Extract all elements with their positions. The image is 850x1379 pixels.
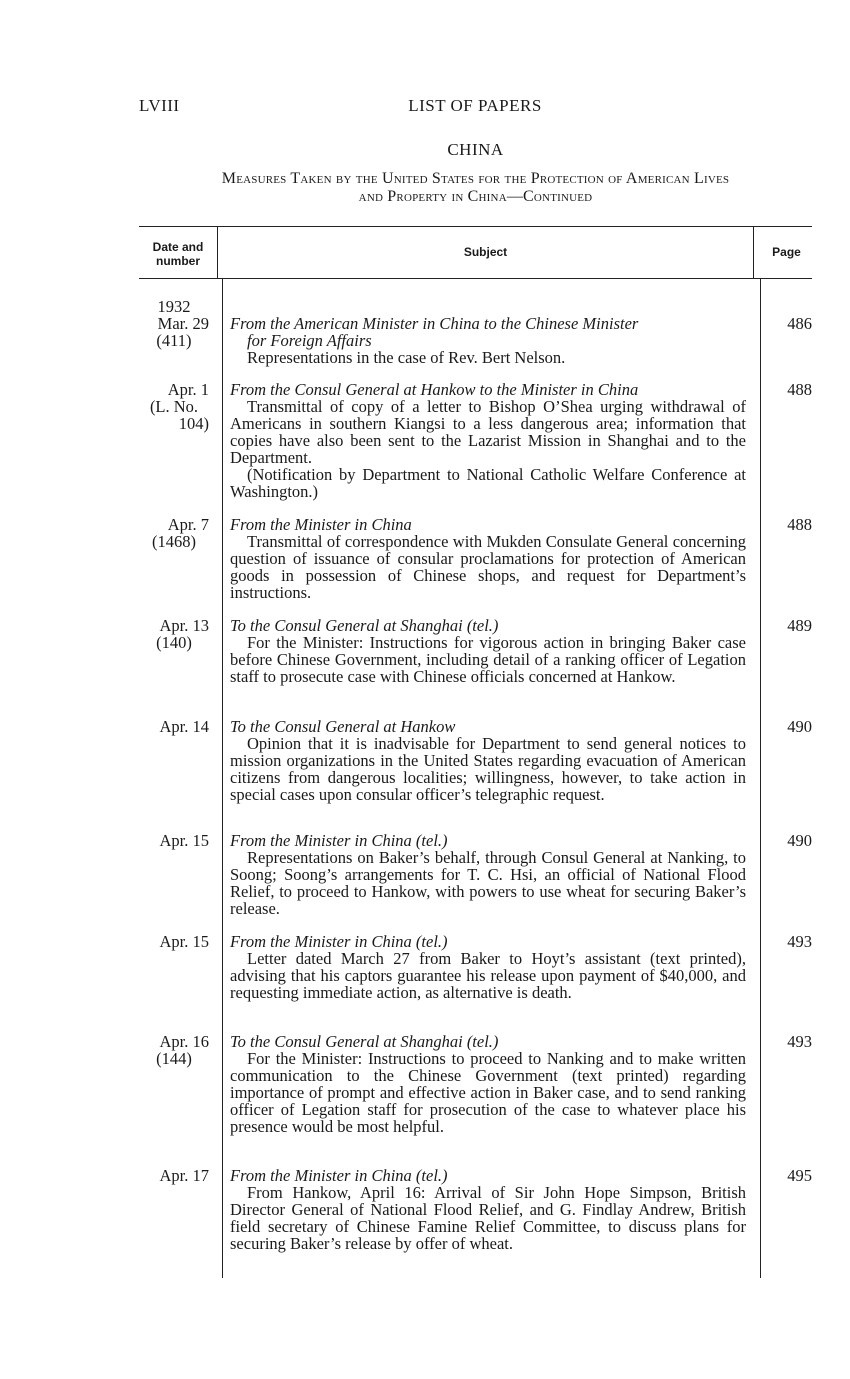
entry-number: (411)	[156, 331, 192, 350]
entry-date	[139, 1033, 209, 1067]
entry-heading-continued: for Foreign Affairs	[247, 331, 372, 350]
entry-number: (140)	[156, 633, 192, 652]
column-divider	[753, 226, 754, 278]
entry-date	[139, 617, 209, 651]
entry-heading: From the American Minister in China to the Chinese Minister	[230, 314, 639, 333]
entry-page: 493	[787, 932, 812, 951]
entry-description: For the Minister: Instructions for vigorous action in bringing Baker case before Chinese Government, including detail of a ranking officer of Legation staff to prosecute case with Chinese officials concerned at Hankow.	[230, 633, 746, 686]
entry-subject	[230, 381, 746, 500]
entry-date	[139, 933, 209, 950]
entry-heading: From the Consul General at Hankow to the Minister in China	[230, 380, 639, 399]
entry-heading: From the Minister in China (tel.)	[230, 831, 448, 850]
column-divider	[760, 278, 761, 1278]
column-header-subject: Subject	[463, 245, 508, 259]
entry-description: Transmittal of copy of a letter to Bishop O’Shea urging withdrawal of Americans in southern Kiangsi to a less dangerous area; information that copies have also been sent to the Lazarist Mission in Shanghai and to the Department.	[230, 397, 746, 467]
entry-date-text: Apr. 17	[159, 1166, 209, 1185]
column-header-page: Page	[772, 245, 801, 259]
entry-page: 490	[787, 831, 812, 850]
table-top-rule	[139, 226, 812, 227]
entry-date-text: Apr. 15	[159, 932, 209, 951]
entry-subject	[230, 718, 746, 803]
entry-subject	[230, 315, 746, 366]
entry-description: Representations in the case of Rev. Bert Nelson.	[247, 348, 566, 367]
entry-page: 488	[787, 515, 812, 534]
entry-heading: From the Minister in China	[230, 515, 412, 534]
entry-subject	[230, 617, 746, 685]
running-head: LIST OF PAPERS	[408, 96, 542, 115]
entry-date	[139, 315, 209, 349]
entry-date-text: Apr. 7	[167, 515, 209, 534]
entry-number: 104)	[178, 414, 209, 433]
entry-date-text: Mar. 29	[157, 314, 209, 333]
entry-number: (L. No.	[149, 397, 199, 416]
year-label: 1932	[157, 297, 191, 316]
entry-number: (1468)	[152, 532, 196, 551]
entry-description: Letter dated March 27 from Baker to Hoyt’s assistant (text printed), advising that his captors guarantee his release upon payment of $40,000, and requesting immediate action, as alternative is death.	[230, 949, 746, 1002]
entry-heading: From the Minister in China (tel.)	[230, 932, 448, 951]
entry-page: 488	[787, 380, 812, 399]
subtitle	[139, 170, 812, 206]
column-header-date: Date and number	[152, 240, 204, 268]
section-title: CHINA	[447, 140, 504, 159]
entry-description: Transmittal of correspondence with Mukden Consulate General concerning question of issuance of consular proclamations for protection of American goods in possession of Chinese shops, and request for Department’s instructions.	[230, 532, 746, 602]
entry-description: Opinion that it is inadvisable for Department to send general notices to mission organizations in the United States regarding evacuation of American citizens from dangerous localities; willingness, however, to take action in special cases upon consular officer’s telegraphic request.	[230, 734, 746, 804]
subtitle-line-1: Measures Taken by the United States for the Protection of American Lives	[221, 170, 730, 187]
entry-page: 486	[787, 314, 812, 333]
entry-number: (144)	[156, 1049, 192, 1068]
entry-date	[139, 516, 209, 550]
entry-date	[139, 1167, 209, 1184]
entry-page: 493	[787, 1032, 812, 1051]
entry-heading: To the Consul General at Shanghai (tel.)	[230, 1032, 499, 1051]
entry-page: 489	[787, 616, 812, 635]
entry-subject	[230, 516, 746, 601]
entry-page: 490	[787, 717, 812, 736]
entry-date-text: Apr. 15	[159, 831, 209, 850]
entry-date-text: Apr. 16	[159, 1032, 209, 1051]
entry-subject	[230, 832, 746, 917]
entry-subject	[230, 1033, 746, 1135]
entry-description: (Notification by Department to National Catholic Welfare Conference at Washington.)	[230, 465, 746, 501]
table-header-rule	[139, 278, 812, 279]
entry-date	[139, 381, 209, 432]
entry-subject	[230, 1167, 746, 1252]
entry-page: 495	[787, 1166, 812, 1185]
column-divider	[222, 278, 223, 1278]
entry-description: For the Minister: Instructions to proceed to Nanking and to make written communication to the Chinese Government (text printed) regarding importance of prompt and effective action in Baker case, and to send ranking officer of Legation staff for prosecution of the case to whatever place his presence would be most helpful.	[230, 1049, 746, 1136]
entry-date-text: Apr. 13	[159, 616, 209, 635]
entry-date	[139, 832, 209, 849]
entry-description: From Hankow, April 16: Arrival of Sir John Hope Simpson, British Director General of National Flood Relief, and G. Findlay Andrew, British field secretary of Chinese Famine Relief Committee, to discuss plans for securing Baker’s release by offer of wheat.	[230, 1183, 746, 1253]
entry-date-text: Apr. 14	[159, 717, 209, 736]
entry-heading: To the Consul General at Hankow	[230, 717, 456, 736]
page-number: LVIII	[139, 96, 180, 115]
entry-subject	[230, 933, 746, 1001]
entry-description: Representations on Baker’s behalf, through Consul General at Nanking, to Soong; Soong’s arrangements for T. C. Hsi, an official of National Flood Relief, to proceed to Hankow, with powers to use wheat for securing Baker’s release.	[230, 848, 746, 918]
subtitle-line-2: and Property in China—Continued	[358, 188, 593, 205]
entry-heading: From the Minister in China (tel.)	[230, 1166, 448, 1185]
entry-heading: To the Consul General at Shanghai (tel.)	[230, 616, 499, 635]
entry-date	[139, 718, 209, 735]
entry-date-text: Apr. 1	[167, 380, 209, 399]
